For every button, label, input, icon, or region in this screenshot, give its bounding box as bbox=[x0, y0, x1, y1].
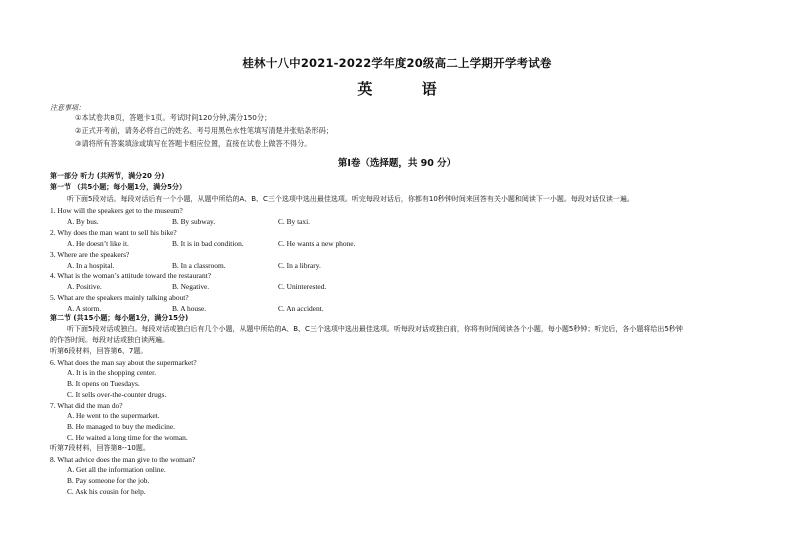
option: B. He managed to buy the medicine. bbox=[67, 422, 175, 431]
note-item: ③请将所有答案填涂或填写在答题卡相应位置，直接在试卷上做答不得分。 bbox=[75, 139, 312, 148]
option: C. In a library. bbox=[278, 261, 321, 270]
question: 3. Where are the speakers? bbox=[50, 250, 130, 259]
listen-instruction: 听第7段材料，回答第8--10题。 bbox=[50, 444, 150, 452]
question: 8. What advice does the man give to the woman? bbox=[50, 455, 196, 464]
option: A. Get all the information online. bbox=[67, 465, 166, 474]
notes-label: 注意事项： bbox=[50, 104, 85, 112]
option: B. In a classroom. bbox=[172, 261, 226, 270]
option: C. By taxi. bbox=[278, 217, 311, 226]
option: C. He waited a long time for the woman. bbox=[67, 433, 188, 442]
subject-char: 语 bbox=[421, 80, 437, 98]
subject-heading bbox=[0, 78, 794, 99]
question: 2. Why does the man want to sell his bike? bbox=[50, 228, 177, 237]
option: C. Ask his cousin for help. bbox=[67, 487, 146, 496]
option: C. It sells over-the-counter drugs. bbox=[67, 390, 167, 399]
note-item: ②正式开考前，请务必将自己的姓名、考号用黑色水性笔填写清楚并张贴条形码； bbox=[75, 126, 334, 135]
option: A. He doesn’t like it. bbox=[67, 239, 129, 248]
note-item: ①本试卷共8页，答题卡1页。考试时间120分钟,满分150分； bbox=[75, 113, 272, 122]
option: B. A house. bbox=[172, 304, 207, 313]
question: 5. What are the speakers mainly talking about? bbox=[50, 293, 189, 302]
section2-instruction: 听下面5段对话或独白。每段对话或独白后有几个小题，从题中所给的A、B、C三个选项中选出最佳选项。听每段对话或独白前，你将有时间阅读各个小题，每小题5秒钟；听完后，各小题将给出5秒钟 bbox=[67, 325, 683, 333]
question: 4. What is the woman’s attitude toward the restaurant? bbox=[50, 271, 211, 280]
option: A. He went to the supermarket. bbox=[67, 411, 160, 420]
option: B. It is in bad condition. bbox=[172, 239, 244, 248]
question: 7. What did the man do? bbox=[50, 401, 123, 410]
option: B. By subway. bbox=[172, 217, 216, 226]
option: A. Positive. bbox=[67, 282, 102, 291]
part-heading: 第一部分 听力 (共两节，满分20 分) bbox=[50, 172, 165, 180]
section1-heading: 第一节 （共5小题；每小题1分，满分5分） bbox=[50, 183, 187, 191]
option: C. Uninterested. bbox=[278, 282, 327, 291]
question: 1. How will the speakers get to the museum? bbox=[50, 206, 183, 215]
section1-instruction: 听下面5段对话。每段对话后有一个小题，从题中所给的A、B、C三个选项中选出最佳选项。听完每段对话后，你都有10秒钟时间来回答有关小题和阅读下一小题。每段对话仅读一遍。 bbox=[67, 195, 634, 203]
section-title: 第Ⅰ卷（选择题，共 90 分） bbox=[337, 158, 457, 169]
exam-title: 桂林十八中2021-2022学年度20级高二上学期开学考试卷 bbox=[242, 56, 552, 70]
option: A. A storm. bbox=[67, 304, 102, 313]
option: A. It is in the shopping center. bbox=[67, 368, 157, 377]
option: C. He wants a new phone. bbox=[278, 239, 356, 248]
listen-instruction: 听第6段材料，回答第6、7题。 bbox=[50, 347, 148, 355]
option: C. An accident. bbox=[278, 304, 324, 313]
option: A. In a hospital. bbox=[67, 261, 115, 270]
option: B. Pay someone for the job. bbox=[67, 476, 150, 485]
section2-instruction: 的作答时间。每段对话或独白读两遍。 bbox=[50, 336, 169, 344]
option: B. It opens on Tuesdays. bbox=[67, 379, 140, 388]
subject-char: 英 bbox=[357, 80, 373, 98]
option: A. By bus. bbox=[67, 217, 99, 226]
option: B. Negative. bbox=[172, 282, 210, 291]
question: 6. What does the man say about the supermarket? bbox=[50, 358, 197, 367]
section2-heading: 第二节 (共15小题；每小题1分，满分15分) bbox=[50, 314, 189, 322]
